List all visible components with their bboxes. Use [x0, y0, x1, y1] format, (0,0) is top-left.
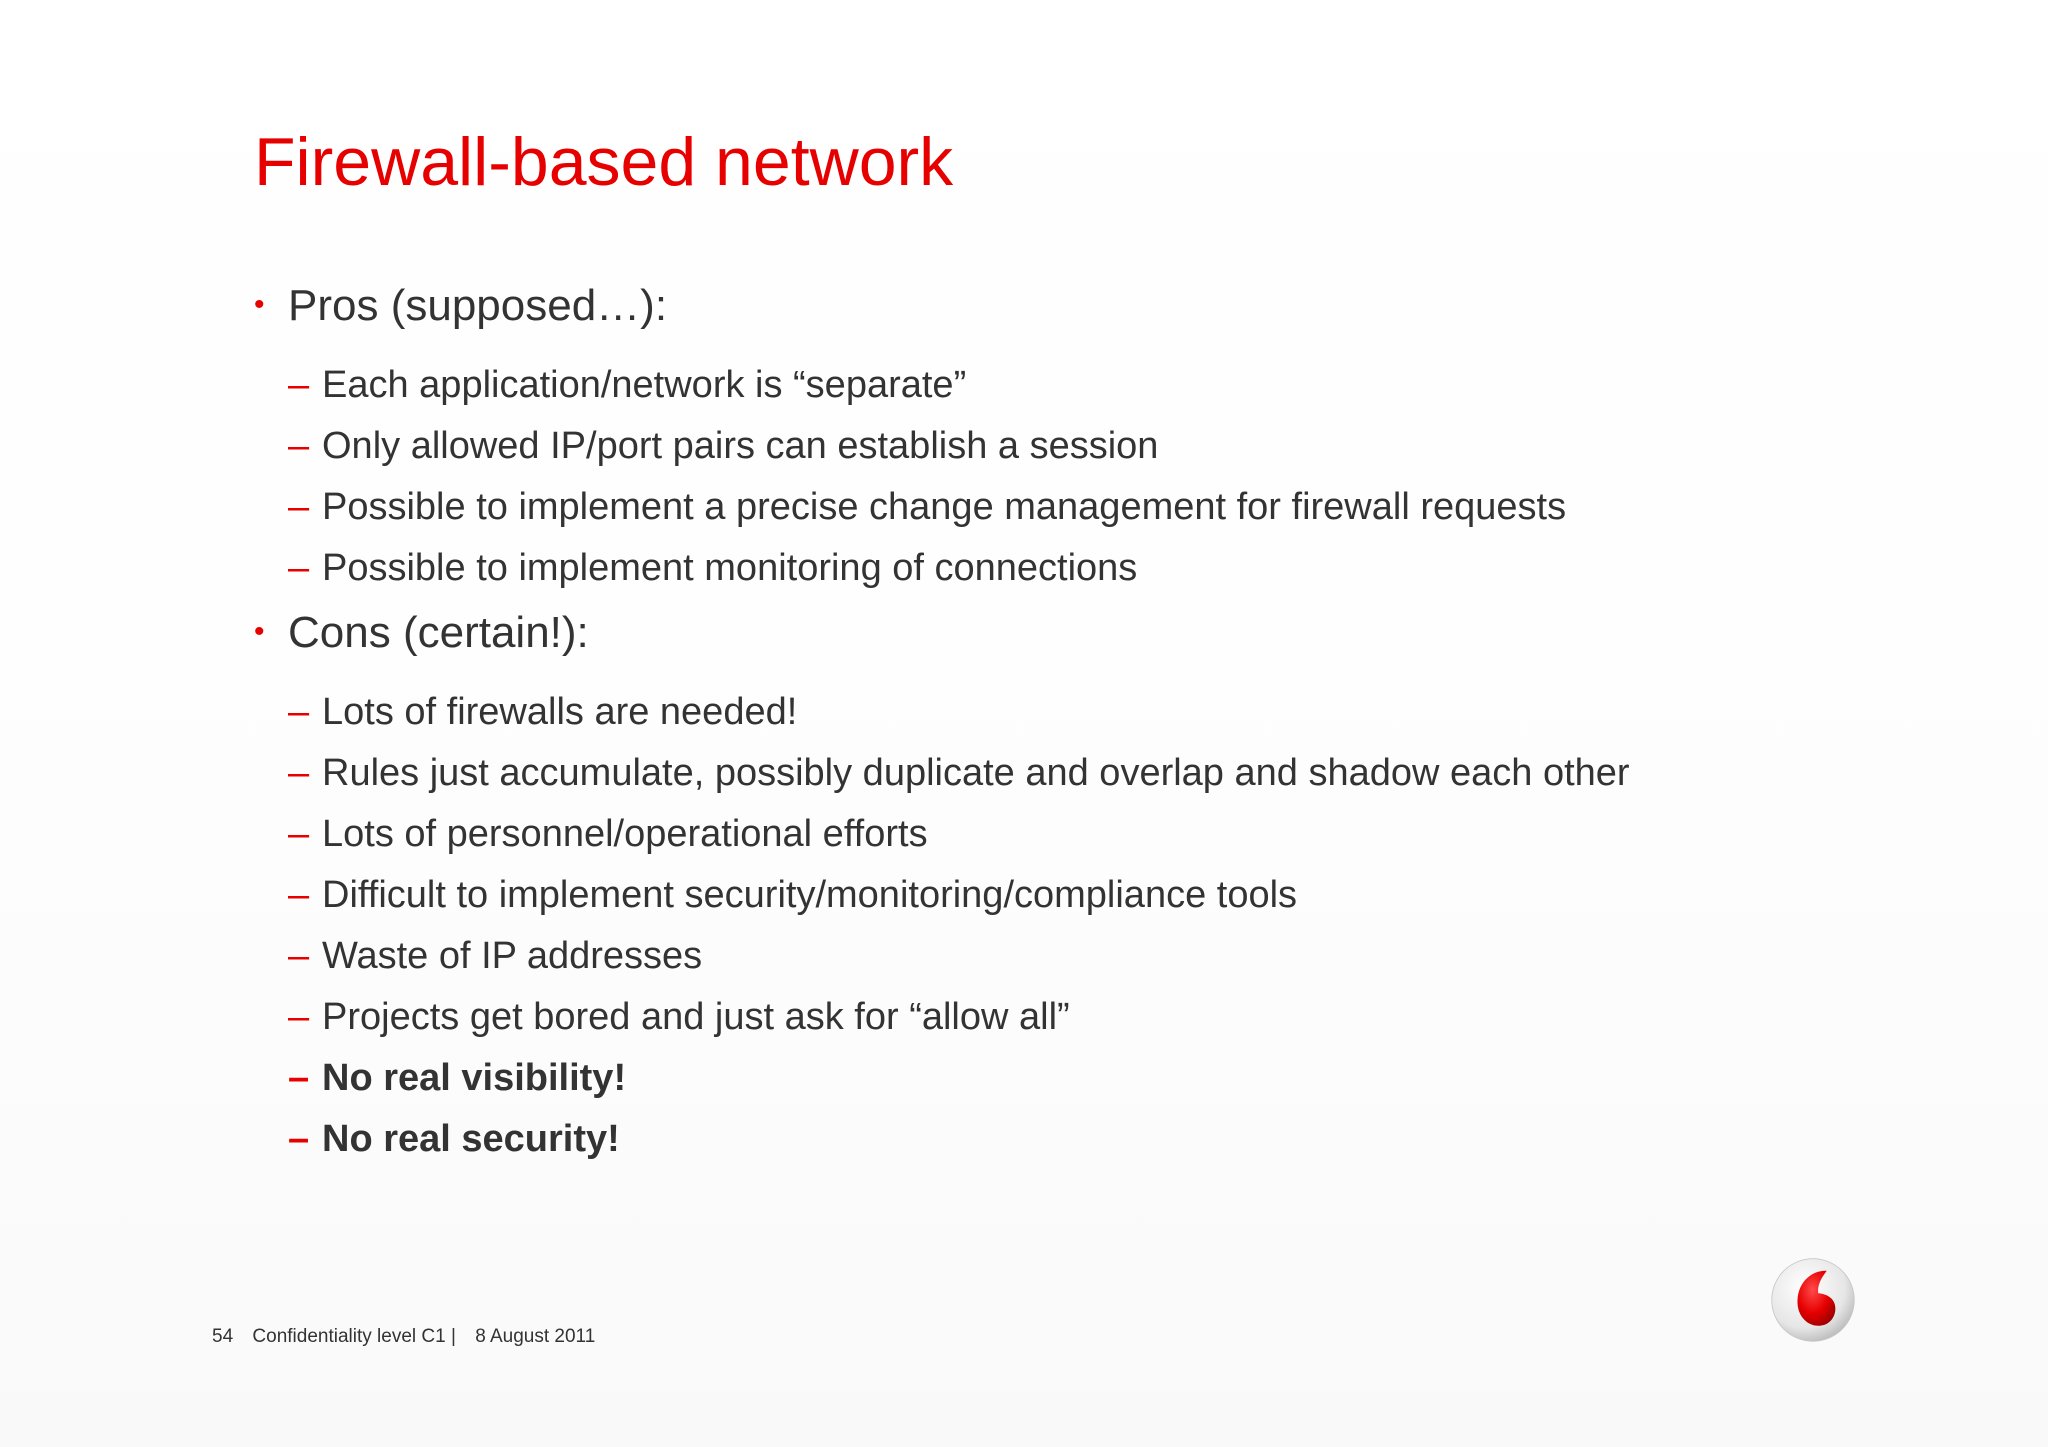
- pros-heading-text: Pros (supposed…):: [288, 281, 668, 330]
- cons-item-text: Lots of firewalls are needed!: [322, 691, 798, 733]
- cons-item-text: Lots of personnel/operational efforts: [322, 813, 928, 855]
- cons-item-text: Waste of IP addresses: [322, 935, 703, 977]
- bullet-icon: •: [254, 288, 265, 321]
- dash-icon: –: [288, 874, 310, 916]
- bullet-icon: •: [254, 615, 265, 648]
- cons-item-text: Projects get bored and just ask for “allow all”: [322, 996, 1070, 1038]
- cons-item: [288, 754, 1630, 792]
- slide-footer: [212, 1326, 609, 1348]
- cons-item: [288, 937, 702, 975]
- dash-icon: –: [288, 691, 310, 733]
- cons-item-emphasis: [288, 1059, 626, 1097]
- cons-item-emphasis: [288, 1120, 620, 1158]
- vodafone-speechmark-logo-icon: [1770, 1257, 1856, 1343]
- cons-heading-text: Cons (certain!):: [288, 608, 589, 657]
- dash-icon: –: [288, 425, 310, 467]
- cons-item-text: No real visibility!: [322, 1057, 627, 1099]
- dash-icon: –: [288, 813, 310, 855]
- pros-heading: [254, 281, 668, 330]
- dash-icon: –: [288, 1057, 310, 1099]
- confidentiality-label: Confidentiality level C1 |: [252, 1326, 456, 1347]
- pros-item-text: Possible to implement a precise change management for firewall requests: [322, 486, 1567, 528]
- pros-item-text: Possible to implement monitoring of connections: [322, 547, 1138, 589]
- dash-icon: –: [288, 486, 310, 528]
- cons-item: [288, 693, 797, 731]
- cons-item: [288, 998, 1070, 1036]
- cons-item-text: No real security!: [322, 1118, 620, 1160]
- page-number: 54: [212, 1326, 234, 1347]
- footer-date: 8 August 2011: [475, 1326, 596, 1347]
- pros-item: [288, 549, 1137, 587]
- cons-item-text: Rules just accumulate, possibly duplicate and overlap and shadow each other: [322, 752, 1630, 794]
- dash-icon: –: [288, 364, 310, 406]
- pros-item: [288, 427, 1158, 465]
- dash-icon: –: [288, 1118, 310, 1160]
- dash-icon: –: [288, 752, 310, 794]
- cons-item-text: Difficult to implement security/monitoring/compliance tools: [322, 874, 1298, 916]
- dash-icon: –: [288, 547, 310, 589]
- cons-heading: [254, 608, 589, 657]
- cons-item: [288, 815, 928, 853]
- dash-icon: –: [288, 935, 310, 977]
- dash-icon: –: [288, 996, 310, 1038]
- pros-item: [288, 366, 966, 404]
- pros-item-text: Only allowed IP/port pairs can establish a session: [322, 425, 1159, 467]
- pros-item-text: Each application/network is “separate”: [322, 364, 967, 406]
- cons-item: [288, 876, 1297, 914]
- slide-title: Firewall-based network: [254, 124, 954, 200]
- pros-item: [288, 488, 1566, 526]
